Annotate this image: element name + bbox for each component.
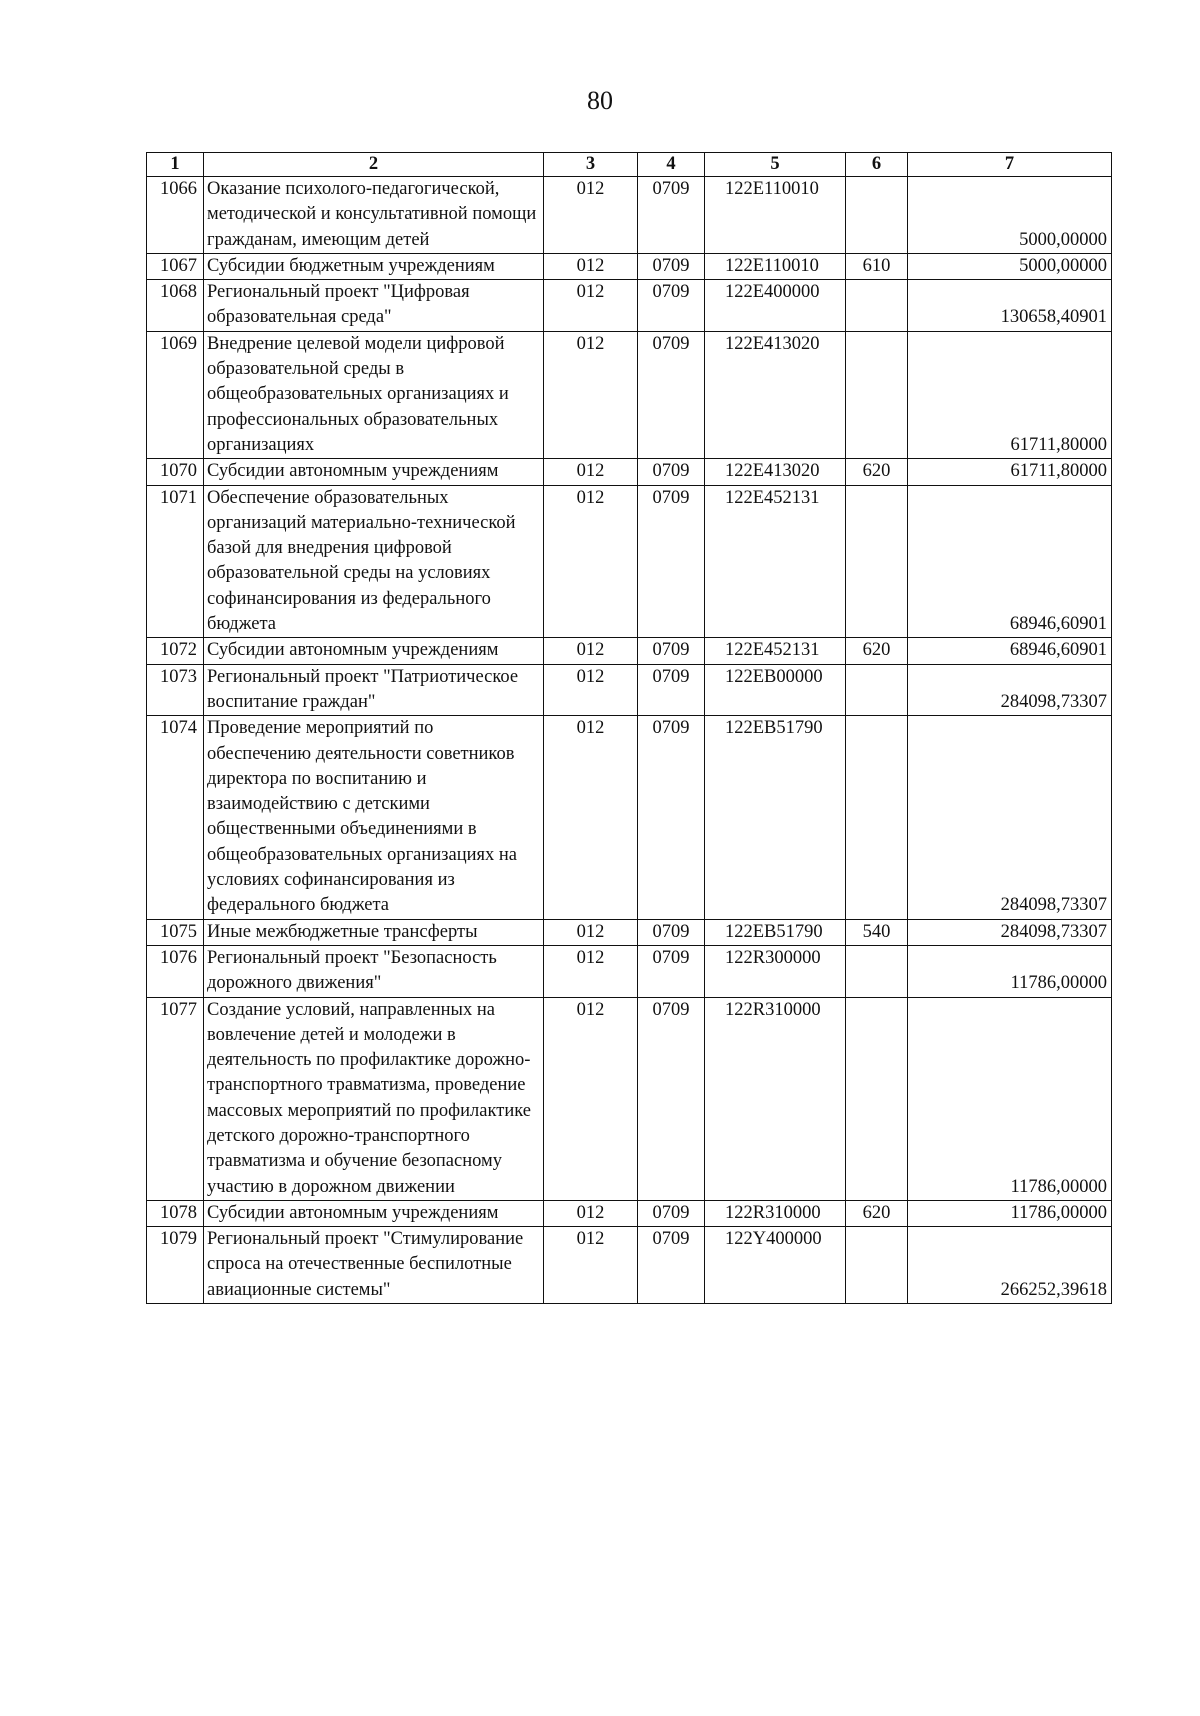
table-row: [147, 1227, 1112, 1304]
row-grbs-code: 012: [544, 664, 638, 716]
row-amount: 68946,60901: [908, 485, 1112, 638]
row-grbs-code: 012: [544, 177, 638, 254]
row-number: 1067: [147, 253, 204, 279]
row-target-code: 122E400000: [705, 280, 846, 332]
header-col-6: 6: [846, 153, 908, 177]
row-section-code: 0709: [638, 331, 705, 458]
row-expense-type: [846, 945, 908, 997]
row-number: 1075: [147, 919, 204, 945]
table-body: [147, 177, 1112, 1304]
row-amount: 284098,73307: [908, 716, 1112, 919]
table-row: [147, 253, 1112, 279]
row-expense-type: [846, 664, 908, 716]
row-name: Оказание психолого-педагогической, методической и консультативной помощи гражданам, имеющим детей: [204, 177, 544, 254]
row-amount: 11786,00000: [908, 1200, 1112, 1226]
table-row: [147, 485, 1112, 638]
row-grbs-code: 012: [544, 997, 638, 1200]
row-target-code: 122E110010: [705, 253, 846, 279]
row-name: Региональный проект "Стимулирование спроса на отечественные беспилотные авиационные системы": [204, 1227, 544, 1304]
row-section-code: 0709: [638, 638, 705, 664]
row-expense-type: 610: [846, 253, 908, 279]
header-col-5: 5: [705, 153, 846, 177]
row-number: 1071: [147, 485, 204, 638]
row-grbs-code: 012: [544, 459, 638, 485]
row-grbs-code: 012: [544, 945, 638, 997]
row-amount: 61711,80000: [908, 459, 1112, 485]
row-section-code: 0709: [638, 459, 705, 485]
row-number: 1078: [147, 1200, 204, 1226]
row-section-code: 0709: [638, 1227, 705, 1304]
row-section-code: 0709: [638, 997, 705, 1200]
row-expense-type: [846, 1227, 908, 1304]
header-col-3: 3: [544, 153, 638, 177]
row-amount: 5000,00000: [908, 253, 1112, 279]
row-expense-type: [846, 280, 908, 332]
header-col-7: 7: [908, 153, 1112, 177]
row-grbs-code: 012: [544, 1227, 638, 1304]
row-target-code: 122EB00000: [705, 664, 846, 716]
row-amount: 266252,39618: [908, 1227, 1112, 1304]
table-row: [147, 919, 1112, 945]
row-amount: 284098,73307: [908, 919, 1112, 945]
table-row: [147, 177, 1112, 254]
row-amount: 68946,60901: [908, 638, 1112, 664]
row-target-code: 122R310000: [705, 1200, 846, 1226]
row-target-code: 122E452131: [705, 485, 846, 638]
row-target-code: 122E413020: [705, 459, 846, 485]
row-amount: 61711,80000: [908, 331, 1112, 458]
row-number: 1079: [147, 1227, 204, 1304]
row-amount: 130658,40901: [908, 280, 1112, 332]
row-grbs-code: 012: [544, 919, 638, 945]
row-number: 1077: [147, 997, 204, 1200]
row-number: 1073: [147, 664, 204, 716]
row-section-code: 0709: [638, 945, 705, 997]
row-name: Субсидии автономным учреждениям: [204, 1200, 544, 1226]
row-expense-type: [846, 997, 908, 1200]
row-amount: 11786,00000: [908, 945, 1112, 997]
row-expense-type: [846, 331, 908, 458]
table-row: [147, 945, 1112, 997]
row-expense-type: 620: [846, 1200, 908, 1226]
row-name: Региональный проект "Безопасность дорожного движения": [204, 945, 544, 997]
row-section-code: 0709: [638, 485, 705, 638]
row-target-code: 122R310000: [705, 997, 846, 1200]
row-number: 1069: [147, 331, 204, 458]
table-row: [147, 664, 1112, 716]
row-expense-type: [846, 485, 908, 638]
row-section-code: 0709: [638, 664, 705, 716]
row-section-code: 0709: [638, 1200, 705, 1226]
row-number: 1070: [147, 459, 204, 485]
row-number: 1072: [147, 638, 204, 664]
row-name: Региональный проект "Цифровая образовательная среда": [204, 280, 544, 332]
row-name: Субсидии автономным учреждениям: [204, 638, 544, 664]
row-grbs-code: 012: [544, 253, 638, 279]
budget-table: [146, 152, 1112, 1304]
row-expense-type: 540: [846, 919, 908, 945]
table-row: [147, 716, 1112, 919]
row-amount: 5000,00000: [908, 177, 1112, 254]
header-row: [147, 153, 1112, 177]
row-grbs-code: 012: [544, 716, 638, 919]
row-amount: 11786,00000: [908, 997, 1112, 1200]
row-number: 1066: [147, 177, 204, 254]
row-section-code: 0709: [638, 280, 705, 332]
table-row: [147, 638, 1112, 664]
row-number: 1068: [147, 280, 204, 332]
row-amount: 284098,73307: [908, 664, 1112, 716]
table-row: [147, 459, 1112, 485]
row-grbs-code: 012: [544, 280, 638, 332]
row-grbs-code: 012: [544, 485, 638, 638]
row-target-code: 122EB51790: [705, 919, 846, 945]
row-section-code: 0709: [638, 253, 705, 279]
table-row: [147, 997, 1112, 1200]
row-target-code: 122R300000: [705, 945, 846, 997]
header-col-1: 1: [147, 153, 204, 177]
row-expense-type: [846, 716, 908, 919]
row-target-code: 122E110010: [705, 177, 846, 254]
row-name: Региональный проект "Патриотическое воспитание граждан": [204, 664, 544, 716]
row-expense-type: 620: [846, 459, 908, 485]
row-target-code: 122E413020: [705, 331, 846, 458]
row-expense-type: [846, 177, 908, 254]
row-target-code: 122Y400000: [705, 1227, 846, 1304]
row-section-code: 0709: [638, 919, 705, 945]
row-grbs-code: 012: [544, 638, 638, 664]
row-section-code: 0709: [638, 177, 705, 254]
row-target-code: 122E452131: [705, 638, 846, 664]
row-name: Проведение мероприятий по обеспечению деятельности советников директора по воспитанию и взаимодействию с детскими общественными объединениями в общеобразовательных организациях на условиях софинансирования из федерального бюджета: [204, 716, 544, 919]
row-name: Иные межбюджетные трансферты: [204, 919, 544, 945]
row-name: Обеспечение образовательных организаций материально-технической базой для внедрения цифровой образовательной среды на условиях софинансирования из федерального бюджета: [204, 485, 544, 638]
row-number: 1074: [147, 716, 204, 919]
row-name: Субсидии бюджетным учреждениям: [204, 253, 544, 279]
header-col-2: 2: [204, 153, 544, 177]
row-name: Создание условий, направленных на вовлечение детей и молодежи в деятельность по профилактике дорожно-транспортного травматизма, проведение массовых мероприятий по профилактике детского дорожно-транспортного травматизма и обучение безопасному участию в дорожном движении: [204, 997, 544, 1200]
row-number: 1076: [147, 945, 204, 997]
row-target-code: 122EB51790: [705, 716, 846, 919]
page-number: 80: [587, 86, 613, 115]
header-col-4: 4: [638, 153, 705, 177]
table-row: [147, 1200, 1112, 1226]
row-name: Внедрение целевой модели цифровой образовательной среды в общеобразовательных организациях и профессиональных образовательных организациях: [204, 331, 544, 458]
row-grbs-code: 012: [544, 331, 638, 458]
table-row: [147, 331, 1112, 458]
table-row: [147, 280, 1112, 332]
row-name: Субсидии автономным учреждениям: [204, 459, 544, 485]
row-section-code: 0709: [638, 716, 705, 919]
row-expense-type: 620: [846, 638, 908, 664]
row-grbs-code: 012: [544, 1200, 638, 1226]
